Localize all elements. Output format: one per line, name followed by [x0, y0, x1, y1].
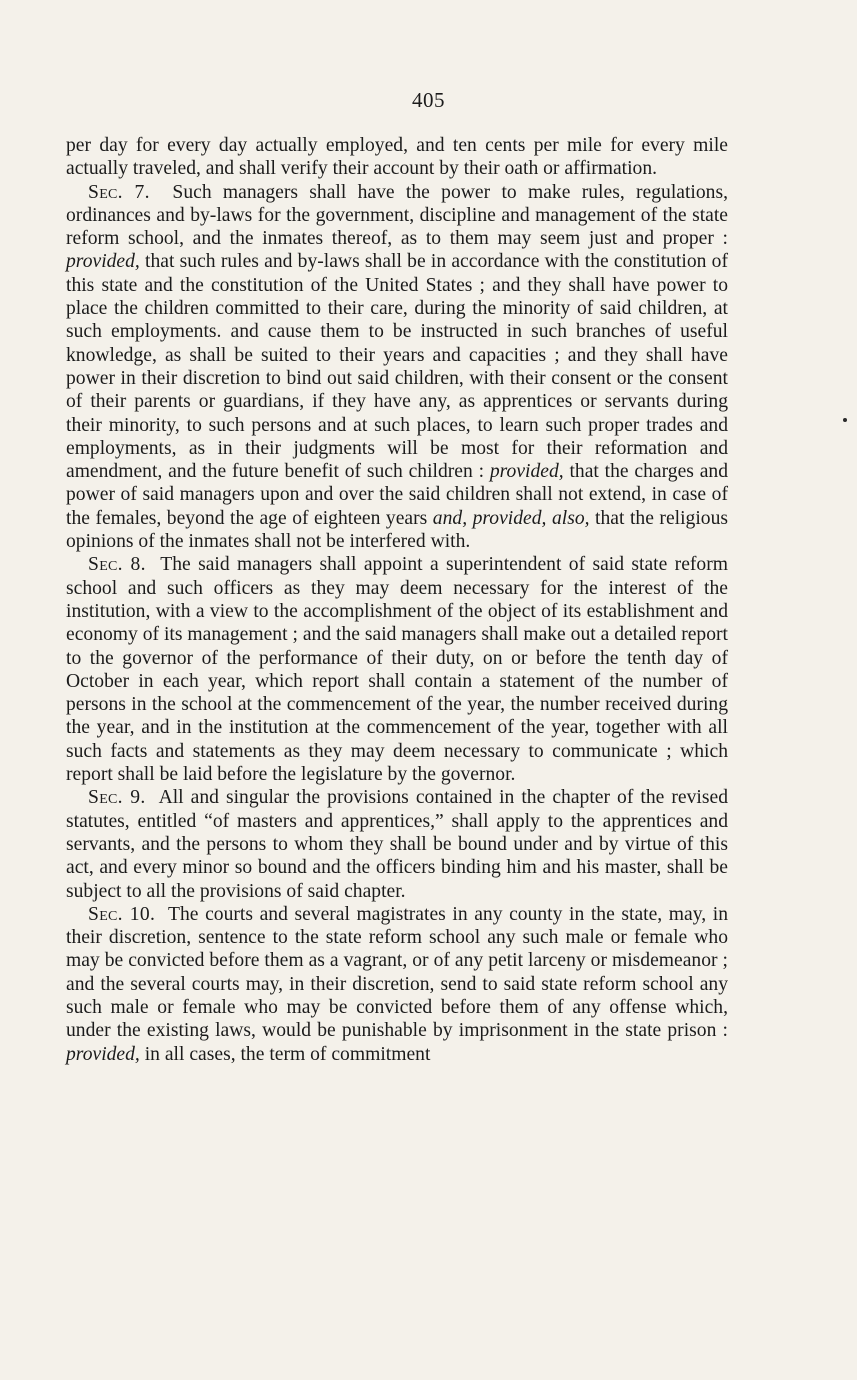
text-segment: that such rules and by-laws shall be in accordance with the constitution of this state and the constitution of the United States ; and they shall have power to place the children committed to their care, during the minority of said children, at such employments. and cause them to be instructed in such branches of useful knowledge, as shall be suited to their years and capacities ; and they shall have power in their discretion to bind out said children, with their consent or the consent of their parents or guardians, if they have any, as apprentices or servants during their minority, to such persons and at such places, to learn such proper trades and employments, as in their judgments will be most for their reformation and amendment, and the future benefit of such children :: [66, 251, 728, 483]
italic-segment: and, provided, also,: [432, 507, 590, 529]
italic-segment: provided,: [66, 251, 140, 273]
page-number: 405: [412, 88, 445, 112]
paragraph-continuation: [66, 134, 728, 181]
italic-segment: provided,: [489, 461, 564, 483]
text-segment: that the charges and power of said managers upon and over the said children shall not extend, in case of the females, beyond the age of eighteen years: [66, 461, 728, 529]
section-label: Sec. 7.: [88, 181, 150, 203]
section-label: Sec. 8.: [88, 554, 146, 576]
paragraph-sec-8: [66, 553, 728, 786]
paragraph-sec-9: [66, 786, 728, 902]
text-segment: in all cases, the term of commitment: [139, 1043, 431, 1065]
text-segment: The courts and several magistrates in any county in the state, may, in their discretion, sentence to the state reform school any such male or female who may be convicted before them as a vagrant, or of any petit larceny or misdemeanor ; and the several courts may, in their discretion, send to said state reform school any such male or female who may be convicted before them of any offense which, under the existing laws, would be punishable by imprisonment in the state prison :: [66, 903, 728, 1042]
section-label: Sec. 9.: [88, 787, 146, 809]
section-label: Sec. 10.: [88, 903, 156, 925]
paragraph-sec-10: [66, 903, 728, 1066]
body-text: [66, 134, 728, 1066]
text-segment: All and singular the provisions contained in the chapter of the revised statutes, entitled “of masters and apprentices,” shall apply to the apprentices and servants, and the persons to whom they shall be bound under and by virtue of this act, and every minor so bound and the officers binding him and his master, shall be subject to all the provisions of said chapter.: [66, 787, 728, 902]
paragraph-sec-7: [66, 181, 728, 554]
text-segment: per day for every day actually employed, and ten cents per mile for every mile actually traveled, and shall verify their account by their oath or affirmation.: [66, 135, 728, 180]
text-segment: The said managers shall appoint a superintendent of said state reform school and such officers as they may deem necessary for the interest of the institution, with a view to the accomplishment of the object of its establishment and economy of its management ; and the said managers shall make out a detailed report to the governor of the performance of their duty, on or before the tenth day of October in each year, which report shall contain a statement of the number of persons in the school at the commencement of the year, the number received during the year, and in the institution at the commencement of the year, together with all such facts and statements as they may deem necessary to communicate ; which report shall be laid before the legislature by the governor.: [66, 554, 728, 786]
text-segment: that the religious opinions of the inmates shall not be interfered with.: [66, 507, 728, 553]
ink-speck: [843, 418, 847, 422]
text-segment: Such managers shall have the power to make rules, regulations, ordinances and by-laws for the government, discipline and management of the state reform school, and the inmates thereof, as to them may seem just and proper :: [66, 181, 728, 250]
italic-segment: provided,: [66, 1043, 140, 1065]
